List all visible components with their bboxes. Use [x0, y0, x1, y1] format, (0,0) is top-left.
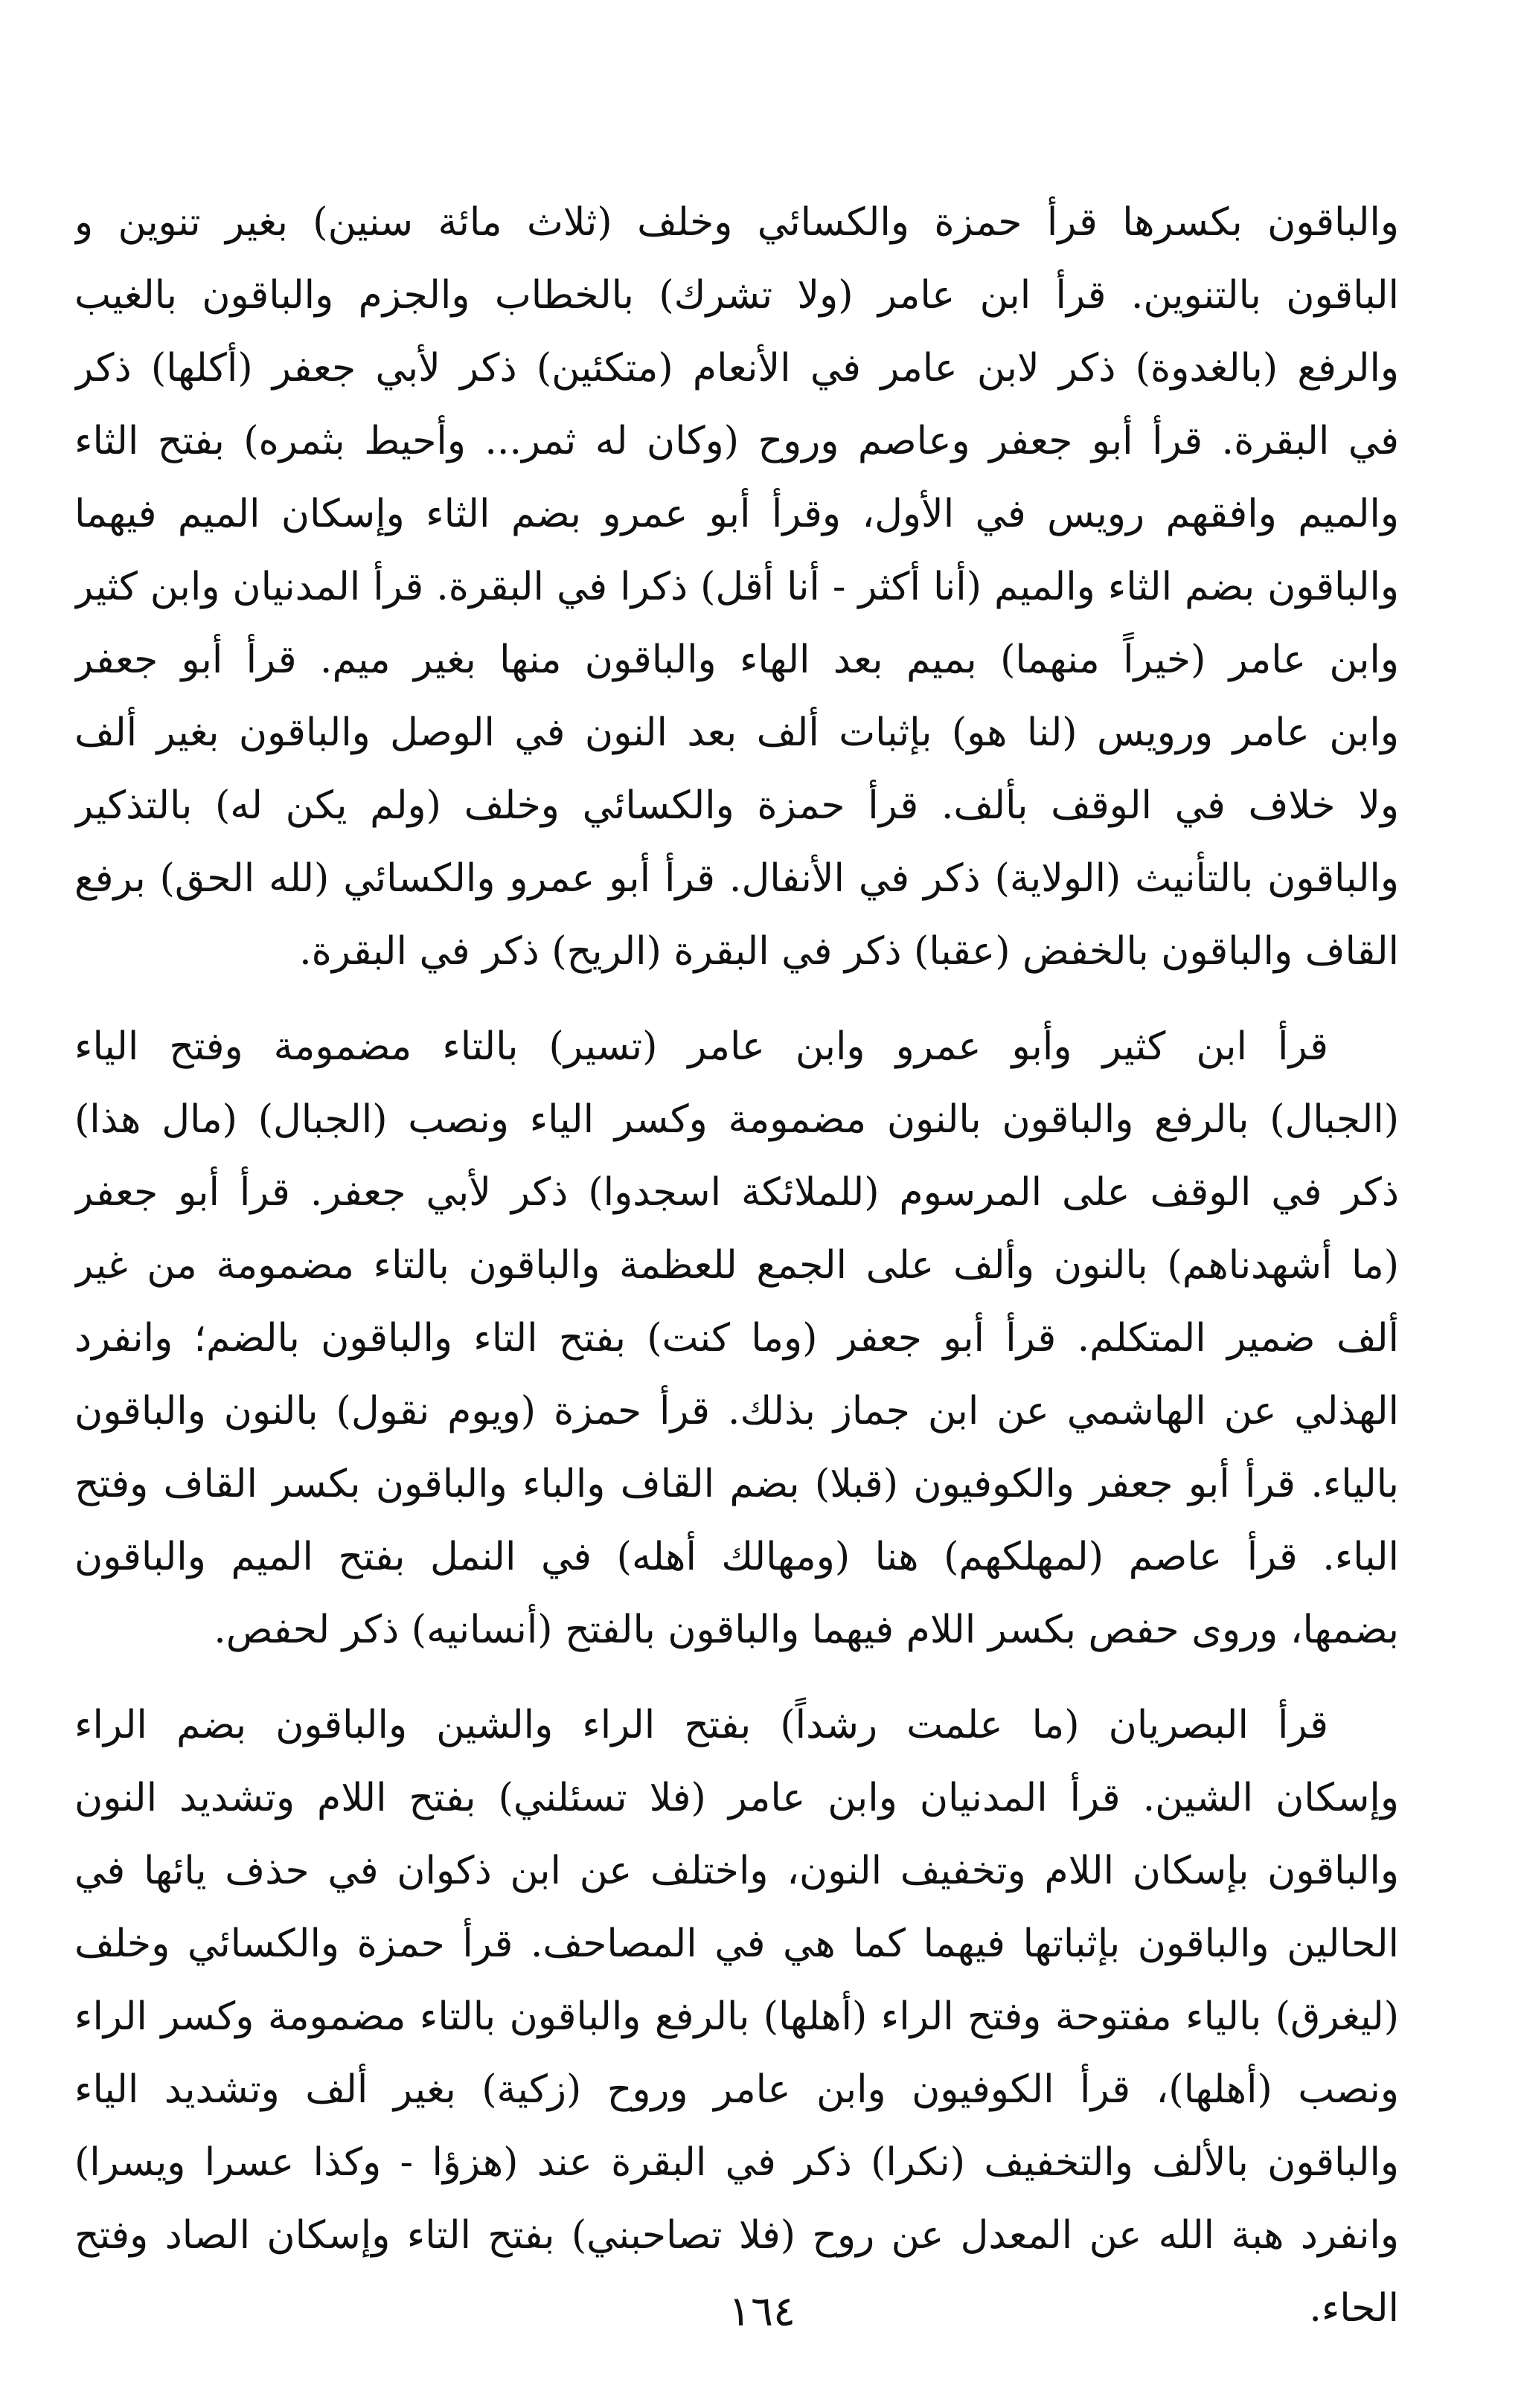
text-line: الحالين والباقون بإثباتها فيهما كما هي في المصاحف. قرأ حمزة والكسائي وخلف — [74, 1921, 1399, 1966]
text-line: وابن عامر ورويس (لنا هو) بإثبات ألف بعد النون في الوصل والباقون بغير ألف — [74, 710, 1399, 755]
text-line: والرفع (بالغدوة) ذكر لابن عامر في الأنعام (متكئين) ذكر لأبي جعفر (أكلها) ذكر — [74, 346, 1399, 391]
text-line: والباقون بضم الثاء والميم (أنا أكثر - أنا أقل) ذكرا في البقرة. قرأ المدنيان وابن كثير — [74, 565, 1399, 609]
text-line: والباقون بإسكان اللام وتخفيف النون، واختلف عن ابن ذكوان في حذف يائها في — [74, 1849, 1399, 1893]
text-line: والباقون بالألف والتخفيف (نكرا) ذكر في البقرة عند (هزؤا - وكذا عسرا ويسرا) — [74, 2140, 1399, 2185]
text-line: والباقون بكسرها قرأ حمزة والكسائي وخلف (ثلاث مائة سنين) بغير تنوين و — [74, 200, 1399, 245]
text-line: والباقون بالتأنيث (الولاية) ذكر في الأنفال. قرأ أبو عمرو والكسائي (لله الحق) برفع — [74, 856, 1399, 901]
text-line: الهذلي عن الهاشمي عن ابن جماز بذلك. قرأ حمزة (ويوم نقول) بالنون والباقون — [74, 1389, 1399, 1433]
text-line: القاف والباقون بالخفض (عقبا) ذكر في البقرة (الريح) ذكر في البقرة. — [299, 929, 1399, 974]
text-line: قرأ البصريان (ما علمت رشداً) بفتح الراء والشين والباقون بضم الراء — [74, 1703, 1328, 1747]
text-line: قرأ ابن كثير وأبو عمرو وابن عامر (تسير) بالتاء مضمومة وفتح الياء — [74, 1024, 1328, 1069]
text-line: ألف ضمير المتكلم. قرأ أبو جعفر (وما كنت) بفتح التاء والباقون بالضم؛ وانفرد — [74, 1316, 1399, 1361]
text-line: (الجبال) بالرفع والباقون بالنون مضمومة وكسر الياء ونصب (الجبال) (مال هذا) — [74, 1097, 1399, 1142]
text-line: في البقرة. قرأ أبو جعفر وعاصم وروح (وكان له ثمر... وأحيط بثمره) بفتح الثاء — [74, 419, 1399, 463]
text-line: ولا خلاف في الوقف بألف. قرأ حمزة والكسائي وخلف (ولم يكن له) بالتذكير — [74, 783, 1399, 828]
text-line: الباقون بالتنوين. قرأ ابن عامر (ولا تشرك) بالخطاب والجزم والباقون بالغيب — [74, 273, 1399, 318]
paragraph-3 — [74, 1689, 1399, 2345]
text-line: ذكر في الوقف على المرسوم (للملائكة اسجدوا) ذكر لأبي جعفر. قرأ أبو جعفر — [74, 1170, 1399, 1215]
paragraph-2 — [74, 1010, 1399, 1666]
page-number: ١٦٤ — [728, 2287, 796, 2336]
text-line: وإسكان الشين. قرأ المدنيان وابن عامر (فلا تسئلني) بفتح اللام وتشديد النون — [74, 1776, 1399, 1820]
paragraph-1 — [74, 186, 1399, 988]
text-line: بالياء. قرأ أبو جعفر والكوفيون (قبلا) بضم القاف والباء والباقون بكسر القاف وفتح — [74, 1462, 1399, 1506]
text-line: الباء. قرأ عاصم (لمهلكهم) هنا (ومهالك أهله) في النمل بفتح الميم والباقون — [74, 1535, 1399, 1579]
text-line: والميم وافقهم رويس في الأول، وقرأ أبو عمرو بضم الثاء وإسكان الميم فيهما — [74, 492, 1399, 536]
page-body — [74, 186, 1399, 2345]
text-line: ونصب (أهلها)، قرأ الكوفيون وابن عامر وروح (زكية) بغير ألف وتشديد الياء — [74, 2067, 1399, 2112]
text-line: وابن عامر (خيراً منهما) بميم بعد الهاء والباقون منها بغير ميم. قرأ أبو جعفر — [74, 638, 1399, 682]
paragraph-spacer — [74, 988, 1399, 1010]
text-line: بضمها، وروى حفص بكسر اللام فيهما والباقون بالفتح (أنسانيه) ذكر لحفص. — [214, 1608, 1399, 1652]
text-line: (ما أشهدناهم) بالنون وألف على الجمع للعظمة والباقون بالتاء مضمومة من غير — [74, 1243, 1399, 1288]
text-line: (ليغرق) بالياء مفتوحة وفتح الراء (أهلها) بالرفع والباقون بالتاء مضمومة وكسر الراء — [74, 1994, 1399, 2039]
text-line: وانفرد هبة الله عن المعدل عن روح (فلا تصاحبني) بفتح التاء وإسكان الصاد وفتح — [74, 2213, 1399, 2258]
text-line: الحاء. — [1309, 2286, 1399, 2331]
paragraph-spacer — [74, 1666, 1399, 1689]
